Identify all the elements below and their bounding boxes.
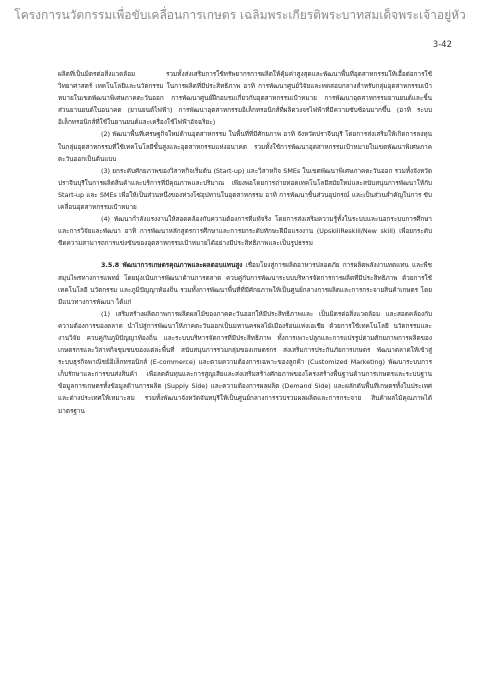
paragraph bbox=[58, 213, 432, 249]
paragraph-text: (1) เสริมสร้างผลิตภาพการผลิตผลไม้ของภาคตะวันออกให้มีประสิทธิภาพและ เป็นมิตรต่อสิ่งแวดล้อม และสอดคล้องกับความต้องการของตลาด นำไปสู่การพัฒนาให้ภาคตะวันออกเป็นมหานครผลไม้เมืองร้อนแห่งเอเชีย ด้วยการใช้เทคโนโลยี นวัตกรรมและงานวิจัย ควบคู่กับภูมิปัญญาท้องถิ่น และระบบบริหารจัดการที่มีประสิทธิภาพ ทั้งการเพาะปลูกและการแปรรูปตามศักยภาพการผลิตของเกษตรกรและวิสาหกิจชุมชนของแต่ละพื้นที่ สนับสนุนการรวมกลุ่มของเกษตรกร ส่งเสริมการประกันภัยการเกษตร พัฒนาตลาดให้เข้าสู่ระบบธุรกิจพาณิชย์อิเล็กทรอนิกส์ (E-commerce) และตามความต้องการเฉพาะของลูกค้า (Customized Marketing) พัฒนาระบบการเก็บรักษาและการขนส่งสินค้า เพื่อลดต้นทุนและการสูญเสียและส่งเสริมสร้างศักยภาพของโครงสร้างพื้นฐานด้านการเกษตรและระบบฐานข้อมูลการเกษตรทั้งข้อมูลด้านการผลิต (Supply Side) และความต้องการผลผลิต (Demand Side) และผลักดันพื้นที่เกษตรทั้งในประเทศและต่างประเทศให้เหมาะสม รวมทั้งพัฒนาจังหวัดจันทบุรีให้เป็นศูนย์กลางการรวบรวมผลผลิตและการกระจาย สินค้าผลไม้คุณภาพได้มาตรฐาน bbox=[58, 309, 432, 415]
section-paragraph bbox=[58, 259, 432, 307]
paragraph bbox=[58, 165, 432, 213]
paragraph-text: (4) พัฒนากำลังแรงงานให้สอดคล้องกับความต้องการที่แท้จริง โดยการส่งเสริมความรู้ทั้งในระบบและนอกระบบการศึกษาและการวิจัยและพัฒนา อาทิ การพัฒนาหลักสูตรการศึกษาและการยกระดับทักษะฝีมือแรงงาน (UpskillReskill/New skill) เพื่อยกระดับขีดความสามารถการแข่งขันของอุตสาหกรรมเป้าหมายได้อย่างมีประสิทธิภาพและเป็นรูปธรรม bbox=[58, 215, 432, 248]
document-body bbox=[58, 68, 432, 417]
page-number: 3-42 bbox=[432, 40, 452, 50]
paragraph bbox=[58, 308, 432, 417]
paragraph-text: ผลิตที่เป็นมิตรต่อสิ่งแวดล้อม รวมทั้งส่งเสริมการใช้ทรัพยากรการผลิตให้คุ้มค่าสูงสุดและพัฒนาพื้นที่อุตสาหกรรมให้เอื้อต่อการใช้วิทยาศาสตร์ เทคโนโลยีและนวัตกรรม ในการผลิตที่มีประสิทธิภาพ อาทิ การพัฒนาศูนย์วิจัยและทดสอบกลางสำหรับกลุ่มอุตสาหกรรมเป้าหมายในเขตพัฒนาพิเศษภาคตะวันออก การพัฒนาศูนย์ฝึกอบรมเกี่ยวกับอุตสาหกรรมเป้าหมาย การพัฒนาอุตสาหกรรมยานยนต์และชิ้นส่วนยานยนต์ในอนาคต (ยานยนต์ไฟฟ้า) การพัฒนาอุตสาหกรรมอิเล็กทรอนิกส์ที่ผลิตวงจรไฟฟ้าที่มีความซับซ้อนมากขึ้น (อาทิ ระบบอิเล็กทรอนิกส์ที่ใช้ในยานยนต์และเครื่องใช้ไฟฟ้าอัจฉริยะ) bbox=[58, 70, 432, 127]
paragraph-text: (3) ยกระดับศักยภาพของวิสาหกิจเริ่มต้น (Start-up) และวิสาหกิจ SMEs ในเขตพัฒนาพิเศษภาคตะวันออก รวมทั้งจังหวัดปราจีนบุรีในการผลิตสินค้าและบริการที่มีคุณภาพและปริมาณ เพียงพอโดยการถ่ายทอดเทคโนโลยีสมัยใหม่และสนับสนุนการพัฒนาให้กับ Start-up และ SMEs เพื่อให้เป็นส่วนหนึ่งของห่วงโซ่อุปทานในอุตสาหกรรม อาทิ การพัฒนาชิ้นส่วนอุปกรณ์ และเป็นส่วนสำคัญในการ ขับเคลื่อนอุตสาหกรรมเป้าหมาย bbox=[58, 166, 432, 212]
section-heading: 3.5.8 พัฒนาการเกษตรคุณภาพและผลตอบแทนสูง bbox=[101, 261, 243, 270]
paragraph bbox=[58, 128, 432, 164]
paragraph bbox=[58, 68, 432, 128]
paragraph-text: เชื่อมโยงสู่การผลิตอาหารปลอดภัย การผลิตพลังงานทดแทน และพืชสมุนไพรทางการแพทย์ โดยมุ่งเน้นการพัฒนาด้านการตลาด ควบคู่กับการพัฒนาระบบบริหารจัดการการผลิตที่มีประสิทธิภาพ ด้วยการใช้เทคโนโลยี นวัตกรรม และภูมิปัญญาท้องถิ่น รวมทั้งการพัฒนาพื้นที่ที่มีศักยภาพให้เป็นศูนย์กลางการผลิตและการกระจายสินค้าเกษตร โดยมีแนวทางการพัฒนา ได้แก่ bbox=[58, 261, 432, 306]
paragraph-text: (2) พัฒนาพื้นที่เศรษฐกิจใหม่ด้านอุตสาหกรรม ในพื้นที่ที่มีศักยภาพ อาทิ จังหวัดปราจีนบุรี โดยการส่งเสริมให้เกิดการลงทุนในกลุ่มอุตสาหกรรมที่ใช้เทคโนโลยีขั้นสูงและอุตสาหกรรมแห่งอนาคต รวมทั้งใช้การพัฒนาอุตสาหกรรมเป้าหมายในเขตพัฒนาพิเศษภาคตะวันออกเป็นต้นแบบ bbox=[58, 130, 432, 163]
running-header: โครงการนวัตกรรมเพื่อขับเคลื่อนการเกษตร เฉลิมพระเกียรติพระบาทสมเด็จพระเจ้าอยู่หัว bbox=[14, 8, 466, 22]
